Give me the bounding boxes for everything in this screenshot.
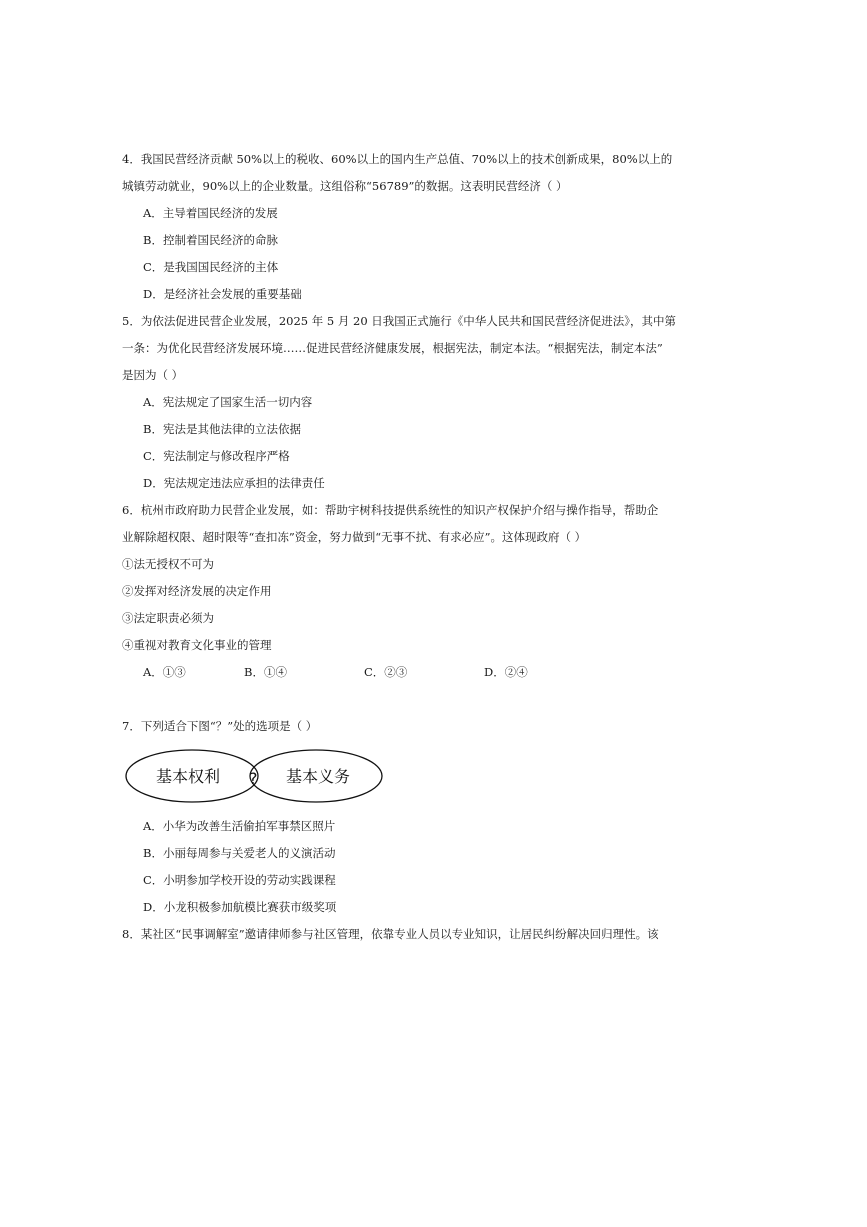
- duties-label: 基本义务: [286, 767, 351, 786]
- q6-choice-d: D．②④: [484, 665, 528, 679]
- q7-stem: 7．下列适合下图“？”处的选项是（ ）: [122, 719, 318, 733]
- rights-label: 基本权利: [156, 767, 221, 786]
- q7-option-c: C．小明参加学校开设的劳动实践课程: [143, 873, 336, 887]
- q8-stem-line1: 8．某社区“民事调解室”邀请律师参与社区管理，依靠专业人员以专业知识，让居民纠纷解决回归理性。该: [122, 927, 659, 941]
- q6-stem-line1: 6．杭州市政府助力民营企业发展，如：帮助宇树科技提供系统性的知识产权保护介绍与操作指导，帮助企: [122, 503, 659, 517]
- overlap-question-mark: ?: [249, 769, 258, 788]
- q5-stem-line1: 5．为依法促进民营企业发展，2025 年 5 月 20 日我国正式施行《中华人民共和国民营经济促进法》，其中第: [122, 314, 677, 328]
- q7-option-a: A．小华为改善生活偷拍军事禁区照片: [143, 819, 336, 833]
- venn-diagram: [124, 748, 386, 808]
- q4-option-d: D．是经济社会发展的重要基础: [143, 287, 302, 301]
- q5-option-d: D．宪法规定违法应承担的法律责任: [143, 476, 325, 490]
- q5-option-b: B．宪法是其他法律的立法依据: [143, 422, 301, 436]
- q7-option-d: D．小龙积极参加航模比赛获市级奖项: [143, 900, 337, 914]
- q4-stem-line1: 4．我国民营经济贡献 50%以上的税收、60%以上的国内生产总值、70%以上的技术创新成果，80%以上的: [122, 152, 673, 166]
- q4-stem-line2: 城镇劳动就业，90%以上的企业数量。这组俗称“56789”的数据。这表明民营经济（ ）: [122, 179, 568, 193]
- q4-option-b: B．控制着国民经济的命脉: [143, 233, 278, 247]
- q6-stem-line2: 业解除超权限、超时限等“查扣冻”资金，努力做到“无事不扰、有求必应”。这体现政府（ ）: [122, 530, 587, 544]
- q6-statement-4: ④重视对教育文化事业的管理: [122, 638, 272, 652]
- q5-stem-line3: 是因为（ ）: [122, 368, 184, 382]
- q7-option-b: B．小丽每周参与关爱老人的义演活动: [143, 846, 336, 860]
- q4-option-a: A．主导着国民经济的发展: [143, 206, 278, 220]
- q6-statement-2: ②发挥对经济发展的决定作用: [122, 584, 272, 598]
- q6-choice-a: A．①③: [143, 665, 186, 679]
- q5-stem-line2: 一条：为优化民营经济发展环境……促进民营经济健康发展，根据宪法，制定本法。“根据宪法，制定本法”: [122, 341, 663, 355]
- q5-option-c: C．宪法制定与修改程序严格: [143, 449, 290, 463]
- q6-statement-1: ①法无授权不可为: [122, 557, 214, 571]
- q5-option-a: A．宪法规定了国家生活一切内容: [143, 395, 313, 409]
- q6-choice-b: B．①④: [244, 665, 287, 679]
- q4-option-c: C．是我国国民经济的主体: [143, 260, 279, 274]
- q6-statement-3: ③法定职责必须为: [122, 611, 214, 625]
- q6-choice-c: C．②③: [364, 665, 408, 679]
